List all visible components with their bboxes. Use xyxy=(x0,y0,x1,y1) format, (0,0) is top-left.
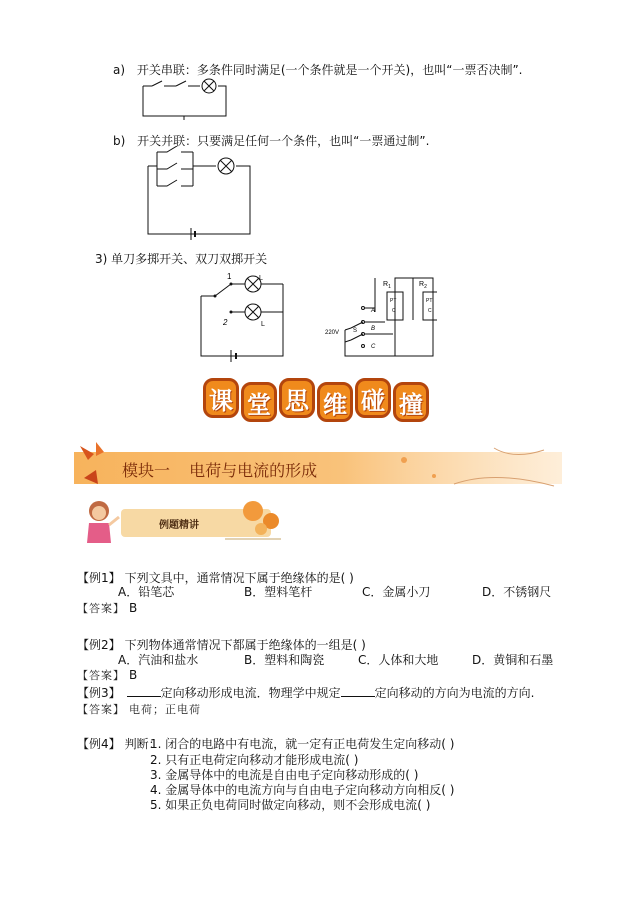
example-2-tag: 【例2】 xyxy=(77,638,121,652)
series-switch-circuit xyxy=(138,76,230,122)
example-1-answer-tag: 【答案】 xyxy=(77,602,125,615)
label-b: B xyxy=(371,326,376,332)
example-1-tag: 【例1】 xyxy=(77,571,121,585)
example-1-option-b: B．塑料笔杆 xyxy=(244,585,313,599)
banner-char: 思 xyxy=(279,378,315,418)
example-box-title: 例题精讲 xyxy=(159,520,199,531)
spdt-switch-circuit xyxy=(197,270,289,362)
example-2-answer-value: B xyxy=(129,668,138,682)
label-1: 1 xyxy=(227,272,232,281)
example-1-option-d: D．不锈钢尺 xyxy=(482,585,552,599)
example-2-answer-tag: 【答案】 xyxy=(77,669,125,682)
example-box xyxy=(75,495,287,547)
example-3-question-part1: 定向移动形成电流．物理学中规定 xyxy=(160,686,341,700)
label-pt2: PT xyxy=(426,298,433,304)
label-c2: C xyxy=(428,308,432,314)
label-r2: $R_2$ xyxy=(419,281,427,290)
label-l2: L xyxy=(261,321,265,328)
example-1-answer xyxy=(77,600,137,616)
example-3-tag: 【例3】 xyxy=(77,686,121,700)
example-4-lead: 判断： xyxy=(124,737,161,751)
label-l1: L xyxy=(259,275,263,282)
module-label: 模块一 xyxy=(122,461,171,480)
banner-char: 堂 xyxy=(241,382,277,422)
module-title: 电荷与电流的形成 xyxy=(189,461,318,480)
example-2-option-b: B．塑料和陶瓷 xyxy=(244,653,325,667)
example-2-answer xyxy=(77,667,137,683)
example-2-option-c: C．人体和大地 xyxy=(358,653,439,667)
example-2-option-a: A．汽油和盐水 xyxy=(118,653,199,667)
label-c1: C xyxy=(392,308,396,314)
label-2: 2 xyxy=(223,318,228,327)
class-banner xyxy=(198,376,434,426)
example-1-option-a: A．铅笔芯 xyxy=(118,585,175,599)
label-c: C xyxy=(371,344,376,350)
label-s: S xyxy=(353,328,358,334)
label-a: A xyxy=(371,308,376,314)
example-4 xyxy=(77,735,161,752)
example-2-option-d: D．黄铜和石墨 xyxy=(472,653,554,667)
example-2-options xyxy=(118,651,558,665)
example-3 xyxy=(77,684,534,701)
label-pt1: PT xyxy=(390,298,397,304)
dpdt-switch-circuit xyxy=(323,272,437,362)
section-a-text: 开关串联：多条件同时满足(一个条件就是一个开关)，也叫“一票否决制”. xyxy=(136,63,523,77)
example-1-answer-value: B xyxy=(129,601,138,615)
example-2-question: 下列物体通常情况下都属于绝缘体的一组是( ) xyxy=(124,638,366,652)
example-1-options xyxy=(118,583,558,597)
example-4-item-5: 5. 如果正负电荷同时做定向移动，则不会形成电流( ) xyxy=(150,798,431,812)
banner-char: 维 xyxy=(317,382,353,422)
label-r1: $R_1$ xyxy=(383,281,391,290)
example-3-answer-value: 电荷；正电荷 xyxy=(129,703,201,716)
module-heading xyxy=(122,458,317,481)
section-b-marker: b) xyxy=(113,134,126,148)
banner-char: 碰 xyxy=(355,378,391,418)
module-header xyxy=(74,440,562,492)
parallel-switch-circuit xyxy=(143,146,255,242)
example-4-item-1: 1. 闭合的电路中有电流，就一定有正电荷发生定向移动( ) xyxy=(150,737,455,751)
example-3-question-part2: 定向移动的方向为电流的方向. xyxy=(374,686,535,700)
example-4-item-3: 3. 金属导体中的电流是自由电子定向移动形成的( ) xyxy=(150,768,419,782)
section-c-heading: 3) 单刀多掷开关、双刀双掷开关 xyxy=(95,252,268,266)
example-4-item-2: 2. 只有正电荷定向移动才能形成电流( ) xyxy=(150,753,359,767)
section-a-marker: a) xyxy=(113,63,126,77)
example-1-question: 下列文具中，通常情况下属于绝缘体的是( ) xyxy=(124,571,354,585)
example-1-option-c: C．金属小刀 xyxy=(362,585,431,599)
example-4-item-4: 4. 金属导体中的电流方向与自由电子定向移动方向相反( ) xyxy=(150,783,455,797)
banner-char: 撞 xyxy=(393,382,429,422)
section-b-text: 开关并联：只要满足任何一个条件，也叫“一票通过制”. xyxy=(137,134,430,148)
example-3-blank-1 xyxy=(127,686,161,697)
example-4-tag: 【例4】 xyxy=(77,737,121,751)
banner-char: 课 xyxy=(203,378,239,418)
example-3-answer xyxy=(77,701,201,717)
example-3-answer-tag: 【答案】 xyxy=(77,703,125,716)
example-3-blank-2 xyxy=(341,686,375,697)
label-voltage: 220V xyxy=(325,330,340,336)
